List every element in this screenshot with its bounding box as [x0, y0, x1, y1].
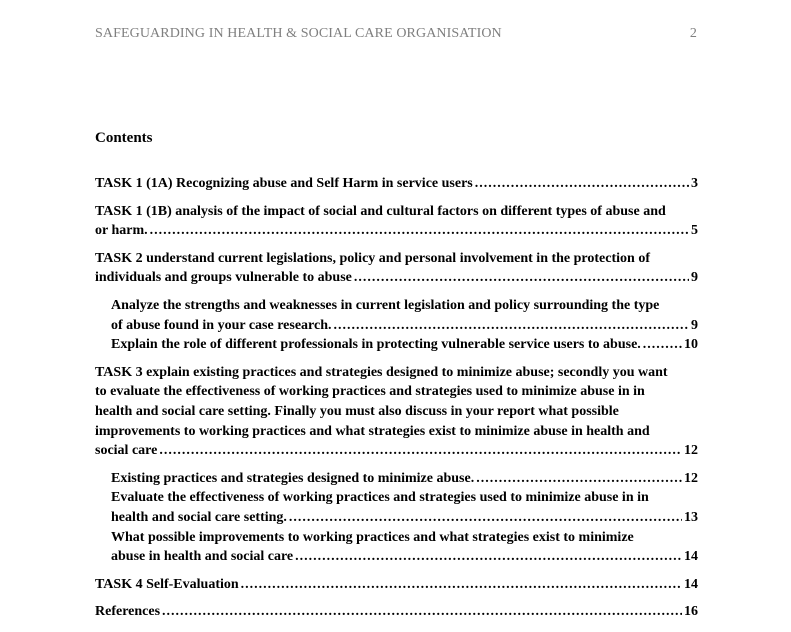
toc-entry-text-line: TASK 4 Self-Evaluation	[95, 576, 239, 592]
toc-dot-leader	[473, 174, 689, 194]
toc-entry-final-line	[95, 575, 698, 595]
toc-entry[interactable]	[95, 363, 698, 461]
toc-entry-final-line	[111, 547, 698, 567]
toc-dot-leader	[332, 316, 689, 336]
toc-dot-leader	[293, 547, 682, 567]
toc-dot-leader	[148, 221, 689, 241]
toc-entry[interactable]	[95, 469, 698, 489]
toc-entry-text-line: References	[95, 604, 161, 620]
toc-entry[interactable]	[95, 602, 698, 622]
toc-entry[interactable]	[95, 296, 698, 335]
toc-entry-text-line: improvements to working practices and what strategies exist to minimize abuse in health and	[95, 423, 650, 439]
toc-dot-leader	[160, 602, 682, 622]
toc-entry[interactable]	[95, 335, 698, 355]
header-title: SAFEGUARDING IN HEALTH & SOCIAL CARE ORGANISATION	[95, 26, 502, 41]
toc-entry-text-line: What possible improvements to working practices and what strategies exist to minimize	[111, 529, 634, 545]
toc-entry-final-line	[95, 268, 698, 288]
toc-entry-final-line	[111, 316, 698, 336]
header-page-number: 2	[689, 26, 697, 41]
toc-page-number: 13	[684, 509, 698, 525]
toc-entry[interactable]	[95, 575, 698, 595]
toc-entry-text-line: Evaluate the effectiveness of working practices and strategies used to minimize abuse in in	[111, 490, 649, 506]
table-of-contents	[95, 174, 698, 630]
toc-entry-text-line: TASK 3 explain existing practices and strategies designed to minimize abuse; secondly you want	[95, 364, 668, 380]
toc-entry-final-line	[95, 441, 698, 461]
toc-entry-text-line: TASK 2 understand current legislations, policy and personal involvement in the protection of	[95, 250, 650, 266]
toc-entry-text-line: to evaluate the effectiveness of working practices and strategies used to minimize abuse in in	[95, 384, 645, 400]
toc-entry-text-line: social care	[95, 443, 158, 459]
toc-entry-text-line: of abuse found in your case research.	[111, 317, 332, 333]
toc-entry[interactable]	[95, 174, 698, 194]
toc-entry-text-line: TASK 1 (1A) Recognizing abuse and Self Harm in service users	[95, 176, 473, 191]
toc-entry-text-line: health and social care setting. Finally you must also discuss in your report what possible	[95, 403, 619, 419]
toc-entry-final-line	[111, 335, 698, 355]
toc-dot-leader	[239, 575, 682, 595]
toc-entry-final-line	[111, 508, 698, 528]
toc-entry-text-line: or harm.	[95, 223, 148, 239]
toc-entry[interactable]	[95, 202, 698, 241]
toc-entry[interactable]	[95, 249, 698, 288]
toc-entry-text-line: individuals and groups vulnerable to abuse	[95, 270, 352, 286]
toc-page-number: 5	[691, 223, 698, 239]
toc-entry-final-line	[95, 602, 698, 622]
toc-page-number: 3	[691, 176, 698, 191]
toc-dot-leader	[474, 469, 682, 489]
toc-entry-text-line: health and social care setting.	[111, 509, 287, 525]
toc-entry-text-line: abuse in health and social care	[111, 549, 294, 565]
toc-page-number: 14	[684, 549, 698, 565]
toc-entry-final-line	[111, 469, 698, 489]
toc-entry-text-line: Explain the role of different professionals in protecting vulnerable service users to abuse.	[111, 337, 641, 353]
toc-entry[interactable]	[95, 488, 698, 527]
toc-page-number: 9	[691, 270, 698, 286]
toc-page-number: 12	[684, 443, 698, 459]
toc-page-number: 16	[684, 604, 698, 620]
toc-dot-leader	[287, 508, 682, 528]
toc-dot-leader	[157, 441, 682, 461]
toc-page-number: 14	[684, 576, 698, 592]
toc-entry-final-line	[95, 174, 698, 194]
toc-page-number: 10	[684, 337, 698, 353]
toc-entry-final-line	[95, 221, 698, 241]
toc-page-number: 12	[684, 470, 698, 486]
toc-page-number: 9	[691, 317, 698, 333]
toc-entry-text-line: TASK 1 (1B) analysis of the impact of social and cultural factors on different types of abuse and	[95, 203, 666, 219]
toc-dot-leader	[352, 268, 689, 288]
toc-entry-text-line: Existing practices and strategies designed to minimize abuse.	[111, 470, 475, 486]
toc-entry-text-line: Analyze the strengths and weaknesses in current legislation and policy surrounding the type	[111, 297, 660, 313]
toc-entry[interactable]	[95, 528, 698, 567]
contents-heading: Contents	[95, 130, 153, 146]
toc-dot-leader	[641, 335, 682, 355]
